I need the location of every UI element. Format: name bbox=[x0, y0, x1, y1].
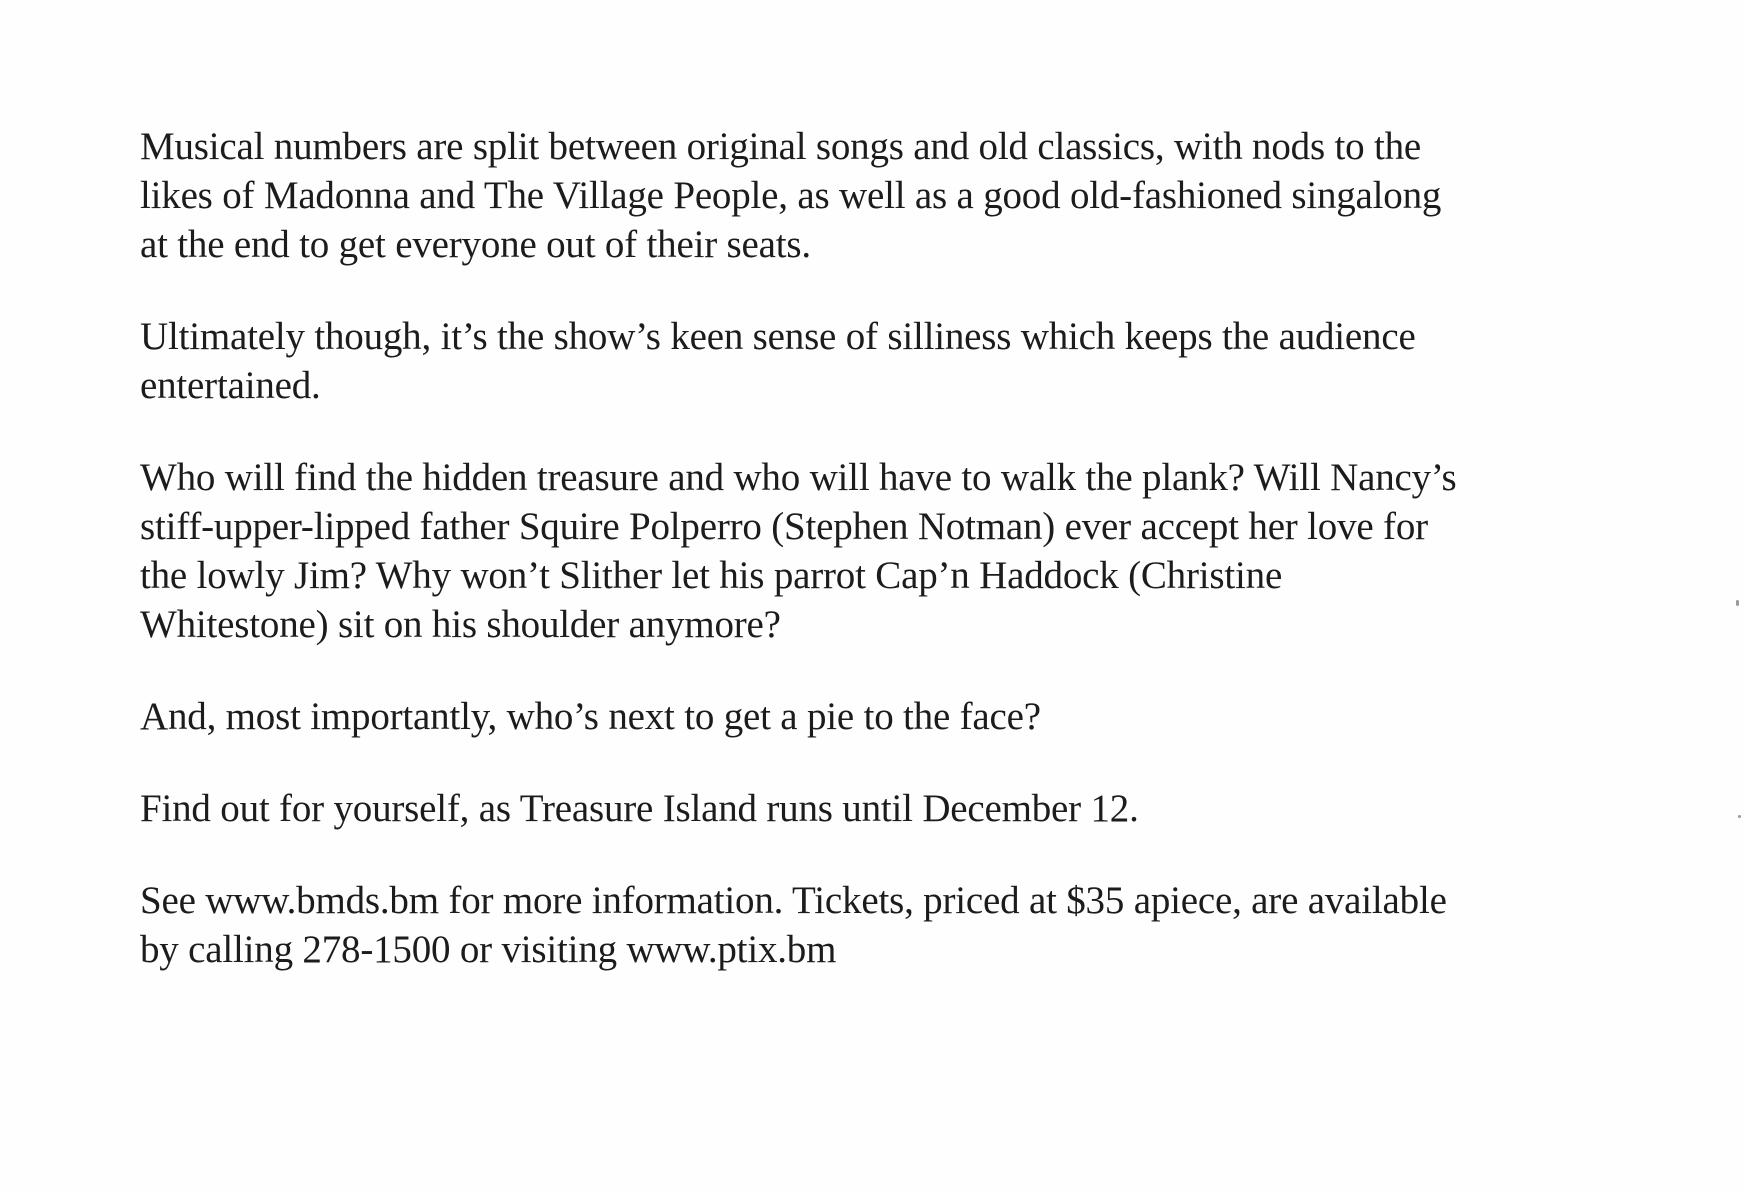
article-body bbox=[140, 122, 1610, 1017]
scan-speck bbox=[1736, 600, 1739, 606]
text-line: Musical numbers are split between original songs and old classics, with nods to the bbox=[140, 125, 1422, 168]
text-line: Who will find the hidden treasure and who will have to walk the plank? Will Nancy’s bbox=[140, 456, 1457, 499]
paragraph-musical-numbers bbox=[140, 122, 1610, 269]
text-line: at the end to get everyone out of their seats. bbox=[140, 223, 811, 266]
text-line: by calling 278-1500 or visiting www.ptix.bm bbox=[140, 928, 837, 971]
text-line: the lowly Jim? Why won’t Slither let his parrot Cap’n Haddock (Christine bbox=[140, 554, 1283, 597]
paragraph-silliness bbox=[140, 312, 1610, 410]
paragraph-pie bbox=[140, 692, 1610, 741]
text-line: See www.bmds.bm for more information. Tickets, priced at $35 apiece, are available bbox=[140, 879, 1447, 922]
text-line: Whitestone) sit on his shoulder anymore? bbox=[140, 603, 781, 646]
text-line: stiff-upper-lipped father Squire Polperro (Stephen Notman) ever accept her love for bbox=[140, 505, 1428, 548]
text-line: entertained. bbox=[140, 364, 321, 407]
paragraph-tickets bbox=[140, 876, 1610, 974]
text-line: Ultimately though, it’s the show’s keen sense of silliness which keeps the audience bbox=[140, 315, 1416, 358]
text-line: And, most importantly, who’s next to get a pie to the face? bbox=[140, 695, 1041, 738]
paragraph-questions bbox=[140, 453, 1610, 649]
text-line: Find out for yourself, as Treasure Island runs until December 12. bbox=[140, 787, 1139, 830]
text-line: likes of Madonna and The Village People, as well as a good old-fashioned singalong bbox=[140, 174, 1442, 217]
paragraph-runs-until bbox=[140, 784, 1610, 833]
scan-speck bbox=[1738, 815, 1741, 818]
